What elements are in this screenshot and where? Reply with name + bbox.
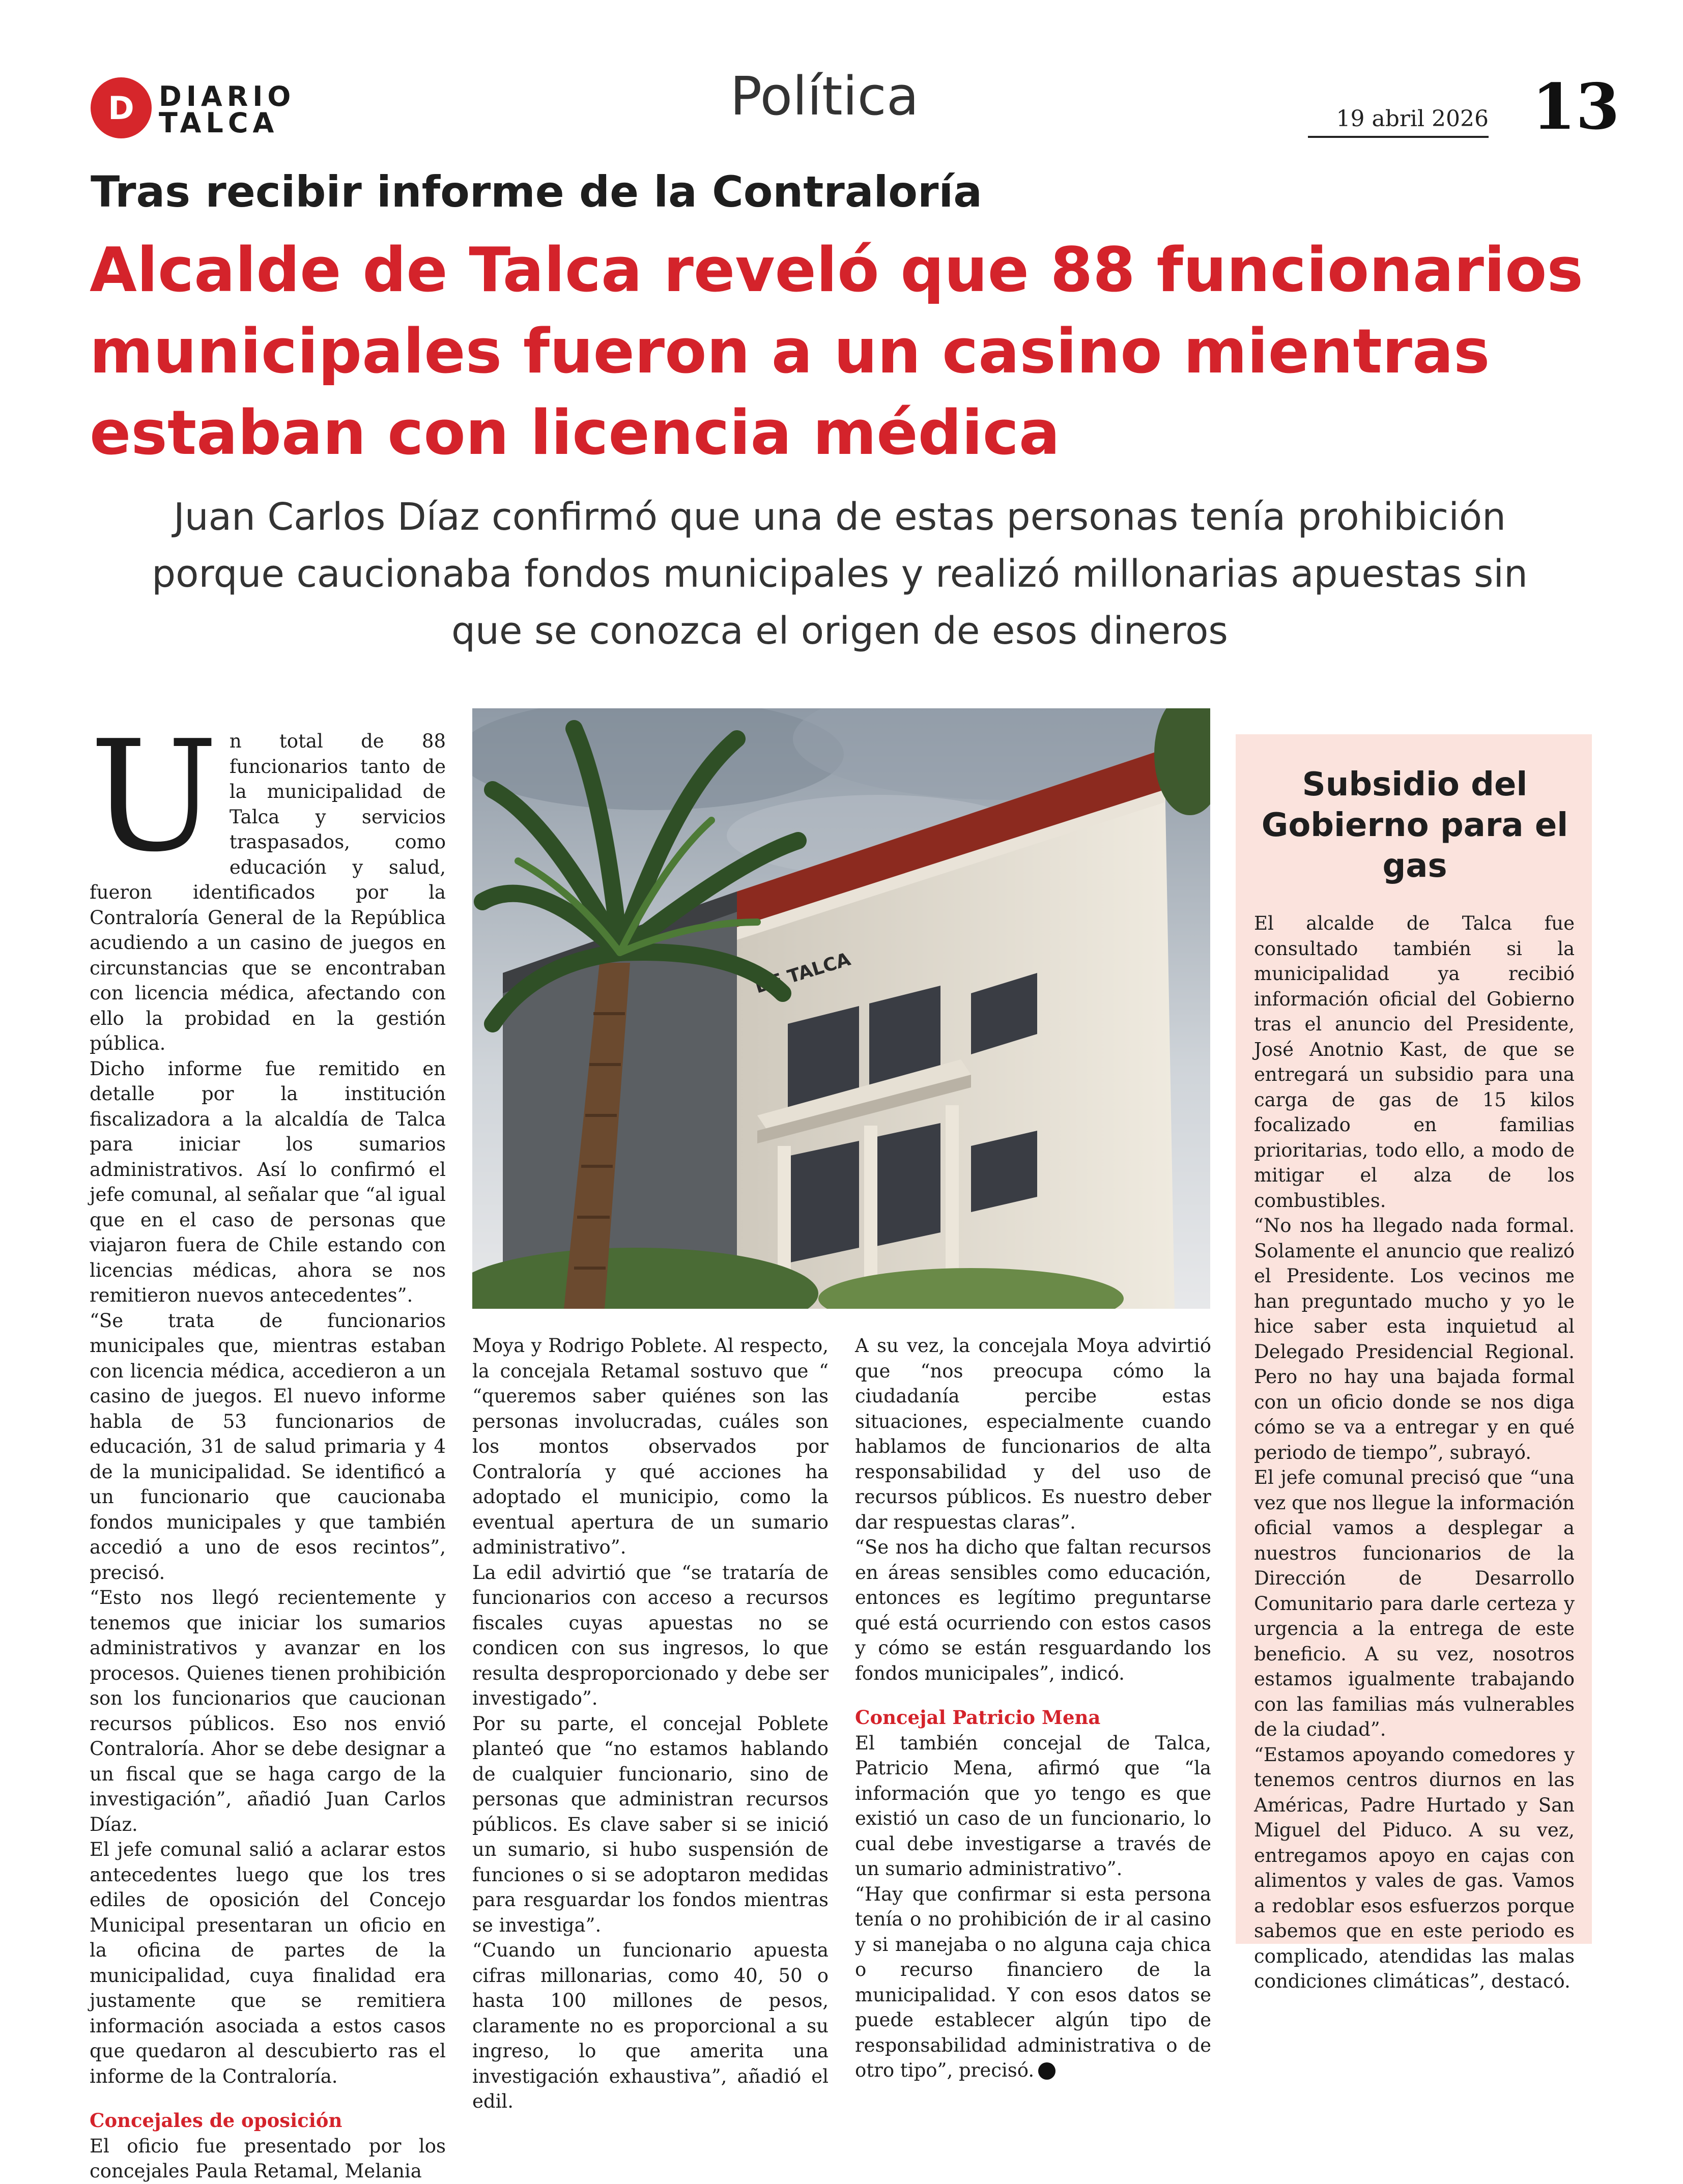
brand-name-line1: DIARIO: [159, 80, 296, 112]
article-column-3: [855, 1333, 1211, 2083]
paragraph: n total de 88 funcionarios tanto de la municipalidad de Talca y servicios traspasados, como educación y salud, fueron identificados por la Contraloría General de la República acudiendo a un casino de juegos en circunstancias que se encontraban con licencia médica, afectando con ello la probidad en la gestión pública.: [90, 730, 446, 1054]
logo-letter: D: [108, 89, 134, 127]
sidebar-title: Subsidio del Gobierno para el gas: [1261, 766, 1568, 885]
subheading: Concejales de oposición: [90, 2109, 343, 2132]
brand-name-line2: TALCA: [159, 107, 279, 139]
end-mark-icon: [1038, 2062, 1056, 2080]
logo-icon: [91, 77, 152, 138]
paragraph: Dicho informe fue remitido en detalle por la institución fiscalizadora a la alcaldía de Talca para iniciar los sumarios administrativos. Así lo confirmó el jefe comunal, al señalar que “al igual que en el caso de personas que viajaron fuera de Chile estando con licencias médicas, ahora se nos remitieron nuevos antecedentes”.: [90, 1057, 446, 1306]
paragraph: El alcalde de Talca fue consultado también si la municipalidad ya recibió información oficial del Gobierno tras el anuncio del Presidente, José Anotnio Kast, de que se entregará un subsidio para una carga de gas de 15 kilos focalizado en familias prioritarias, todo ello, a modo de mitigar el alza de los combustibles.: [1254, 912, 1575, 1212]
kicker: Tras recibir informe de la Contraloría: [91, 167, 982, 217]
paragraph: Por su parte, el concejal Poblete planteó que “no estamos hablando de cualquier funcionario, sino de personas que administran recursos públicos. Es clave saber si se inició un sumario, si hubo suspensión de funciones o si se adoptaron medidas para resguardar los fondos mientras se investiga”.: [472, 1712, 829, 1936]
headline: Alcalde de Talca reveló que 88 funcionarios municipales fueron a un casino mientras estaban con licencia médica: [90, 235, 1583, 469]
paragraph: A su vez, la concejala Moya advirtió que “nos preocupa cómo la ciudadanía percibe estas situaciones, especialmente cuando hablamos de funcionarios de alta responsabilidad y del uso de recursos públicos. Es nuestro deber dar respuestas claras”.: [855, 1335, 1211, 1533]
paragraph: El oficio fue presentado por los concejales Paula Retamal, Melania: [90, 2135, 446, 2182]
section-title: Política: [730, 65, 919, 127]
municipal-building-photo: [472, 708, 1210, 1309]
paragraph: [855, 1882, 1211, 2083]
article-column-2: [472, 1333, 829, 2114]
paragraph: El también concejal de Talca, Patricio Mena, afirmó que “la información que yo tengo es que existió un caso de un funcionario, lo cual debe investigarse a través de un sumario administrativo”.: [855, 1732, 1211, 1880]
paragraph: La edil advirtió que “se trataría de funcionarios con acceso a recursos fiscales cuyas apuestas no se condicen con sus ingresos, lo que resulta desproporcionado y debe ser investigado”.: [472, 1561, 829, 1709]
subheading: Concejal Patricio Mena: [855, 1706, 1101, 1729]
paragraph: “Estamos apoyando comedores y tenemos centros diurnos en las Américas, Padre Hurtado y San Miguel del Piduco. A su vez, entregamos apoyo en cajas con alimentos y vales de gas. Vamos a redoblar esos esfuerzos porque sabemos que en este periodo es complicado, atendidas las malas condiciones climáticas”, destacó.: [1254, 1743, 1575, 1992]
paragraph: “Esto nos llegó recientemente y tenemos que iniciar los sumarios administrativos y avanzar en los procesos. Quienes tienen prohibición son los funcionarios que caucionan recursos públicos. Eso nos envió Contraloría. Ahor se debe designar a un fiscal que se haga cargo de la investigación”, añadió Juan Carlos Díaz.: [90, 1587, 446, 1835]
paragraph: El jefe comunal precisó que “una vez que nos llegue la información oficial vamos a desplegar a nuestros funcionarios de la Dirección de Desarrollo Comunitario para darle certeza y urgencia a la entrega de este beneficio. A su vez, nosotros estamos igualmente trabajando con las familias más vulnerables de la ciudad”.: [1254, 1467, 1575, 1740]
drop-cap: U: [90, 708, 218, 885]
page-number: 13: [1532, 70, 1620, 144]
paragraph-text: “Hay que confirmar si esta persona tenía o no prohibición de ir al casino y si manejaba o no alguna caja chica o recurso financiero de la municipalidad. Y con esos datos se puede establecer algún tipo de responsabilidad administrativa o de otro tipo”, precisó.: [855, 1883, 1211, 2081]
paragraph: “Se nos ha dicho que faltan recursos en áreas sensibles como educación, entonces es legítimo preguntarse qué está ocurriendo con estos casos y cómo se están resguardando los fondos municipales”, indicó.: [855, 1536, 1211, 1684]
article-column-1: [90, 708, 446, 2184]
paragraph: “Cuando un funcionario apuesta cifras millonarias, como 40, 50 o hasta 100 millones de pesos, claramente no es proporcional a su ingreso, lo que amerita una investigación exhaustiva”, añadió el edil.: [472, 1939, 829, 2112]
issue-date: 19 abril 2026: [1308, 106, 1489, 138]
deck: Juan Carlos Díaz confirmó que una de estas personas tenía prohibición porque caucionaba fondos municipales y realizó millonarias apuestas sin que se conozca el origen de esos dineros: [152, 495, 1528, 653]
paragraph: “Se trata de funcionarios municipales que, mientras estaban con licencia médica, accedieron a un casino de juegos. El nuevo informe habla de 53 funcionarios de educación, 31 de salud primaria y 4 de la municipalidad. Se identificó a un funcionario que caucionaba fondos municipales y que también accedió a uno de esos recintos”, precisó.: [90, 1309, 446, 1584]
building-sign: DE TALCA: [752, 949, 853, 998]
paragraph: Moya y Rodrigo Poblete. Al respecto, la concejala Retamal sostuvo que “ “queremos saber quiénes son las personas involucradas, cuáles son los montos observados por Contraloría y qué acciones ha adoptado el municipio, como la eventual apertura de un sumario administrativo”.: [472, 1335, 829, 1558]
paragraph: El jefe comunal salió a aclarar estos antecedentes luego que los tres ediles de oposición del Concejo Municipal presentaran un oficio en la oficina de partes de la municipalidad, cuya finalidad era justamente que se remitiera información asociada a estos casos que quedaron al descubierto ras el informe de la Contraloría.: [90, 1838, 446, 2087]
paragraph: “No nos ha llegado nada formal. Solamente el anuncio que realizó el Presidente. Los vecinos me han preguntado mucho y yo le hice saber esta inquietud al Delegado Presidencial Regional. Pero no hay una bajada formal con un oficio donde se nos diga cómo se va a entregar y en qué periodo de tiempo”, subrayó.: [1254, 1215, 1575, 1463]
sidebar-body: [1254, 911, 1575, 1994]
